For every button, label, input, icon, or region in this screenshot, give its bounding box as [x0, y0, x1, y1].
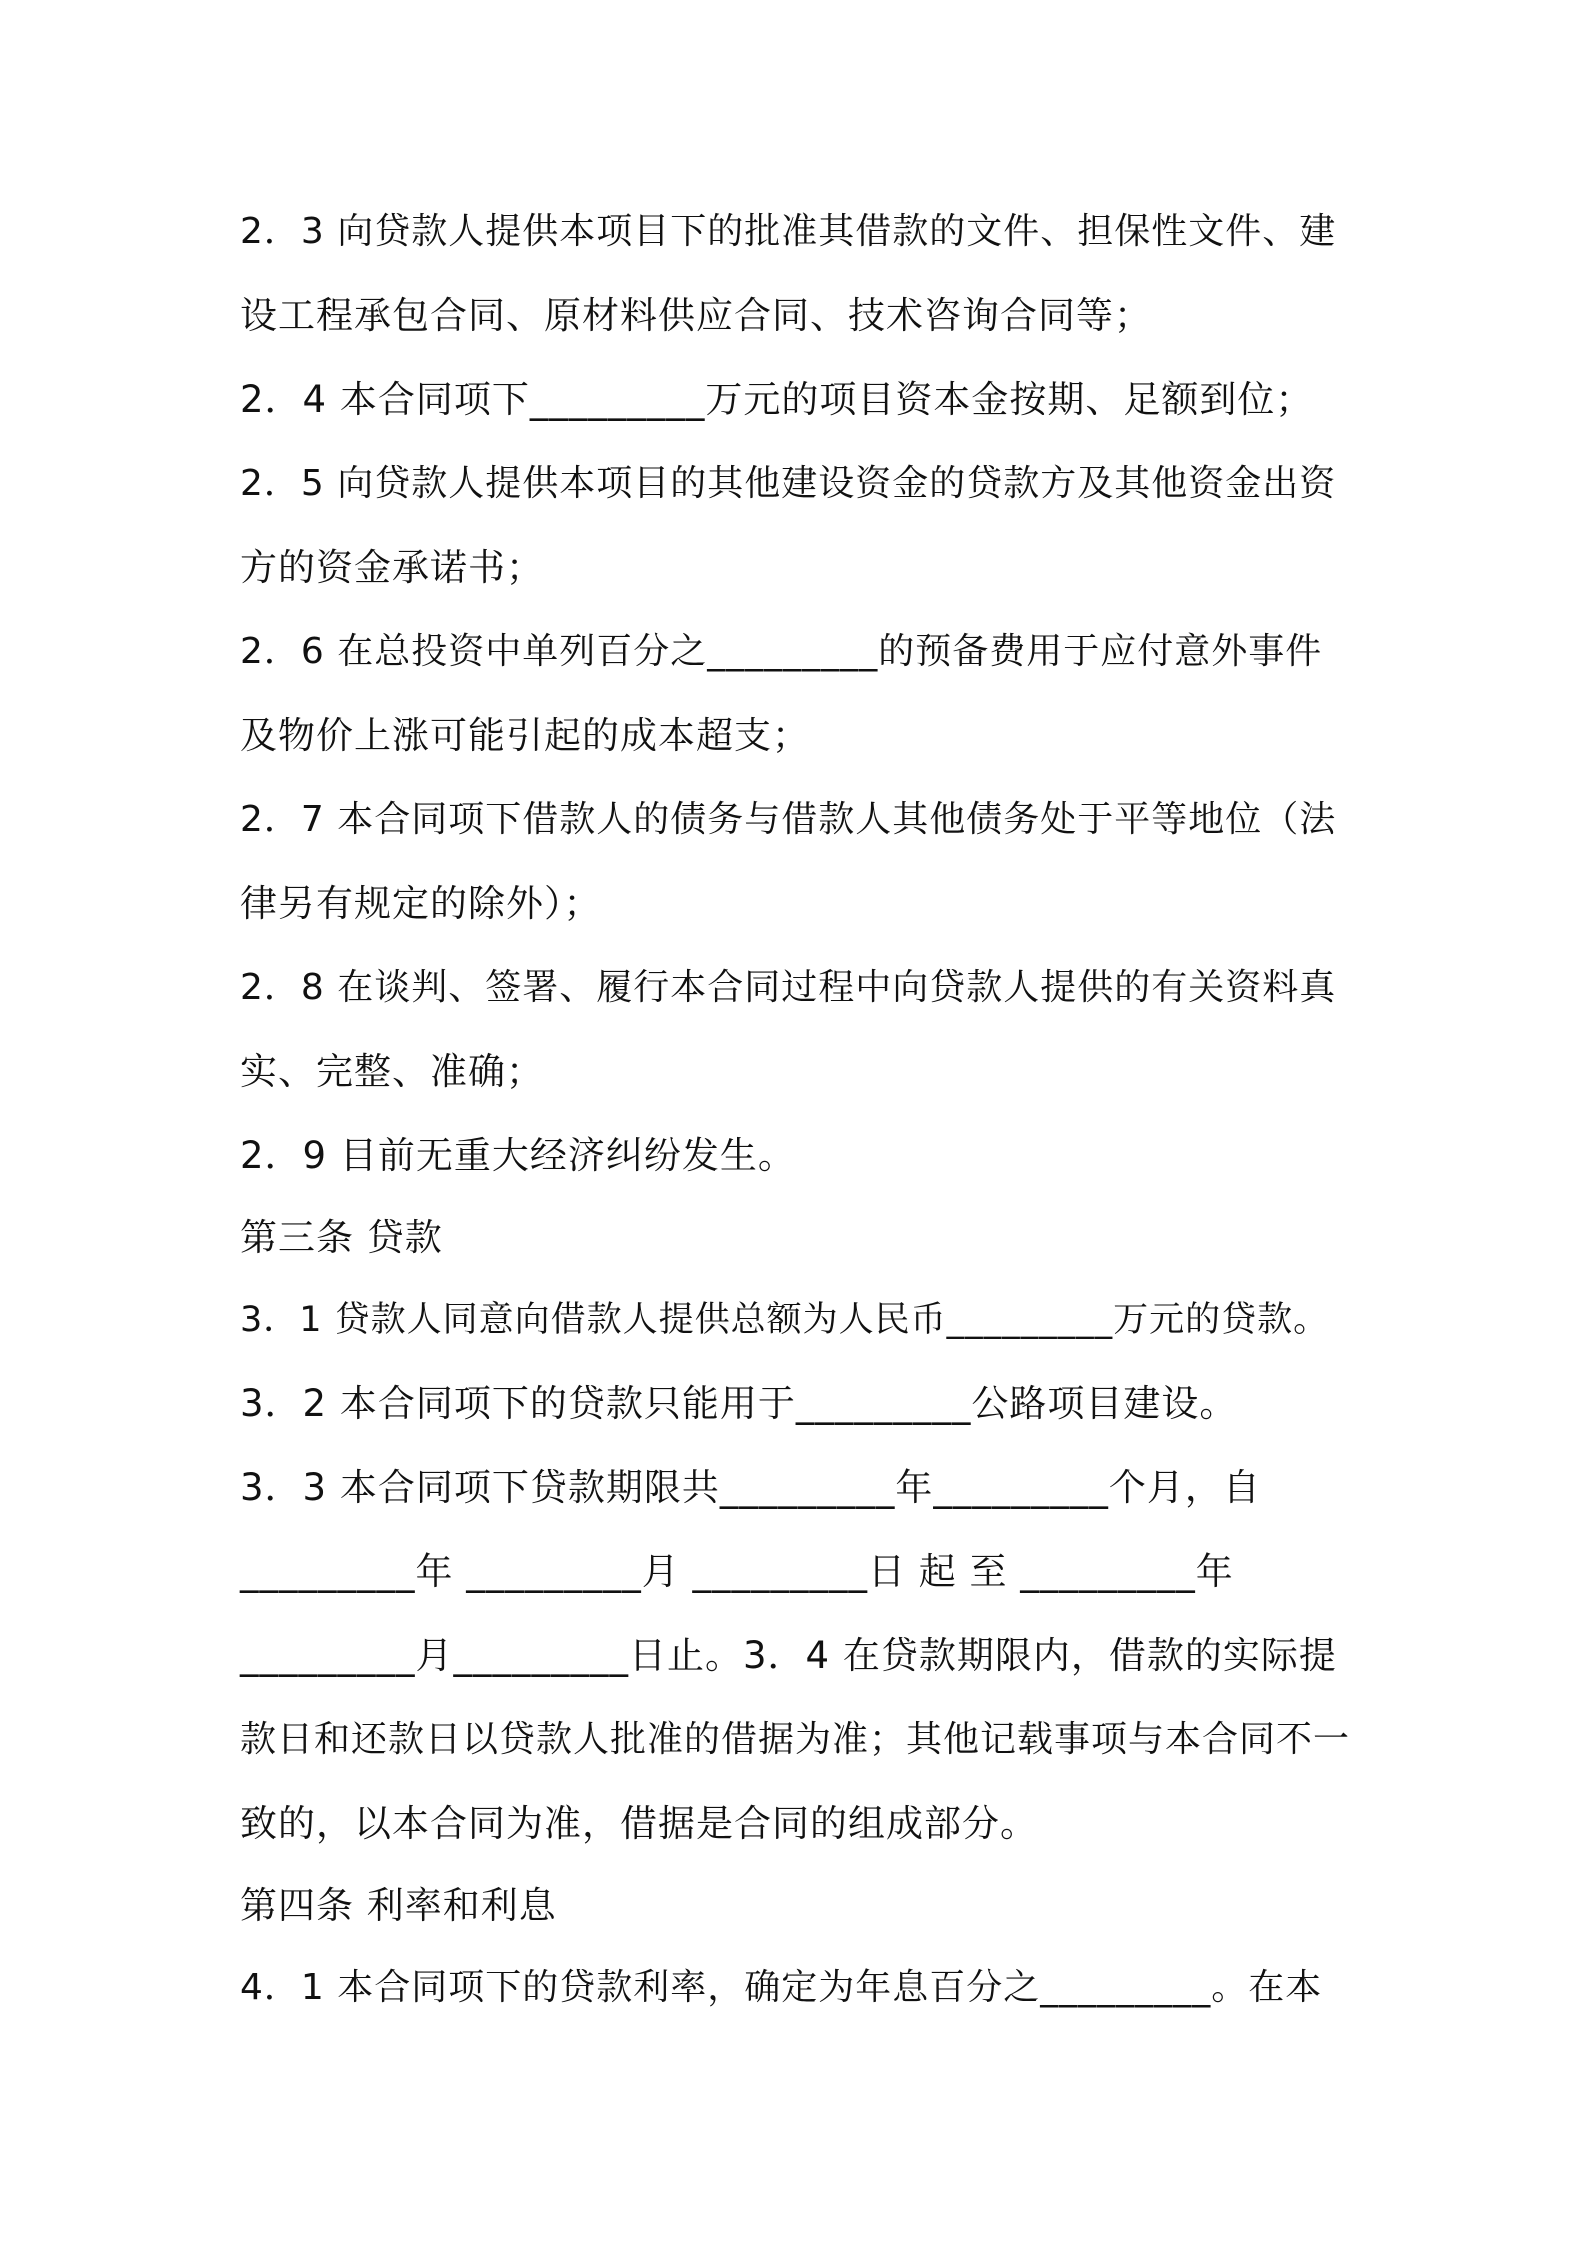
- clause-2-3-line-1: 2．3 向贷款人提供本项目下的批准其借款的文件、担保性文件、建: [240, 211, 1337, 252]
- clause-2-9: 2．9 目前无重大经济纠纷发生。: [240, 1134, 796, 1177]
- clause-3-4-line-3: 致的，以本合同为准，借据是合同的组成部分。: [240, 1802, 1038, 1845]
- clause-4-1: 4．1 本合同项下的贷款利率，确定为年息百分之_________。在本: [240, 1967, 1323, 2008]
- clause-3-3-line-3: _________月_________日止。3．4 在贷款期限内，借款的实际提: [240, 1634, 1337, 1677]
- clause-2-4: 2．4 本合同项下_________万元的项目资本金按期、足额到位；: [240, 378, 1314, 421]
- clause-3-2: 3．2 本合同项下的贷款只能用于_________公路项目建设。: [240, 1382, 1238, 1425]
- clause-2-8-line-2: 实、完整、准确；: [240, 1050, 544, 1093]
- article-3-heading: 第三条 贷款: [240, 1216, 443, 1259]
- clause-3-3-line-1: 3．3 本合同项下贷款期限共_________年_________个月，自: [240, 1466, 1261, 1509]
- clause-2-6-line-1: 2．6 在总投资中单列百分之_________的预备费用于应付意外事件: [240, 631, 1323, 672]
- clause-3-1: 3．1 贷款人同意向借款人提供总额为人民币_________万元的贷款。: [240, 1300, 1330, 1340]
- document-body: [240, 190, 1350, 2030]
- clause-2-5-line-1: 2．5 向贷款人提供本项目的其他建设资金的贷款方及其他资金出资: [240, 463, 1337, 504]
- clause-3-4-line-2: 款日和还款日以贷款人批准的借据为准；其他记载事项与本合同不一: [240, 1719, 1351, 1760]
- clause-2-3-line-2: 设工程承包合同、原材料供应合同、技术咨询合同等；: [240, 294, 1152, 337]
- clause-2-7-line-1: 2．7 本合同项下借款人的债务与借款人其他债务处于平等地位（法: [240, 799, 1337, 840]
- article-4-heading: 第四条 利率和利息: [240, 1884, 557, 1927]
- clause-2-7-line-2: 律另有规定的除外）；: [240, 882, 602, 925]
- clause-2-6-line-2: 及物价上涨可能引起的成本超支；: [240, 714, 810, 757]
- clause-2-8-line-1: 2．8 在谈判、签署、履行本合同过程中向贷款人提供的有关资料真: [240, 967, 1337, 1008]
- clause-2-5-line-2: 方的资金承诺书；: [240, 546, 544, 589]
- clause-3-3-line-2: _________年 _________月 _________日 起 至 _________年: [240, 1550, 1234, 1593]
